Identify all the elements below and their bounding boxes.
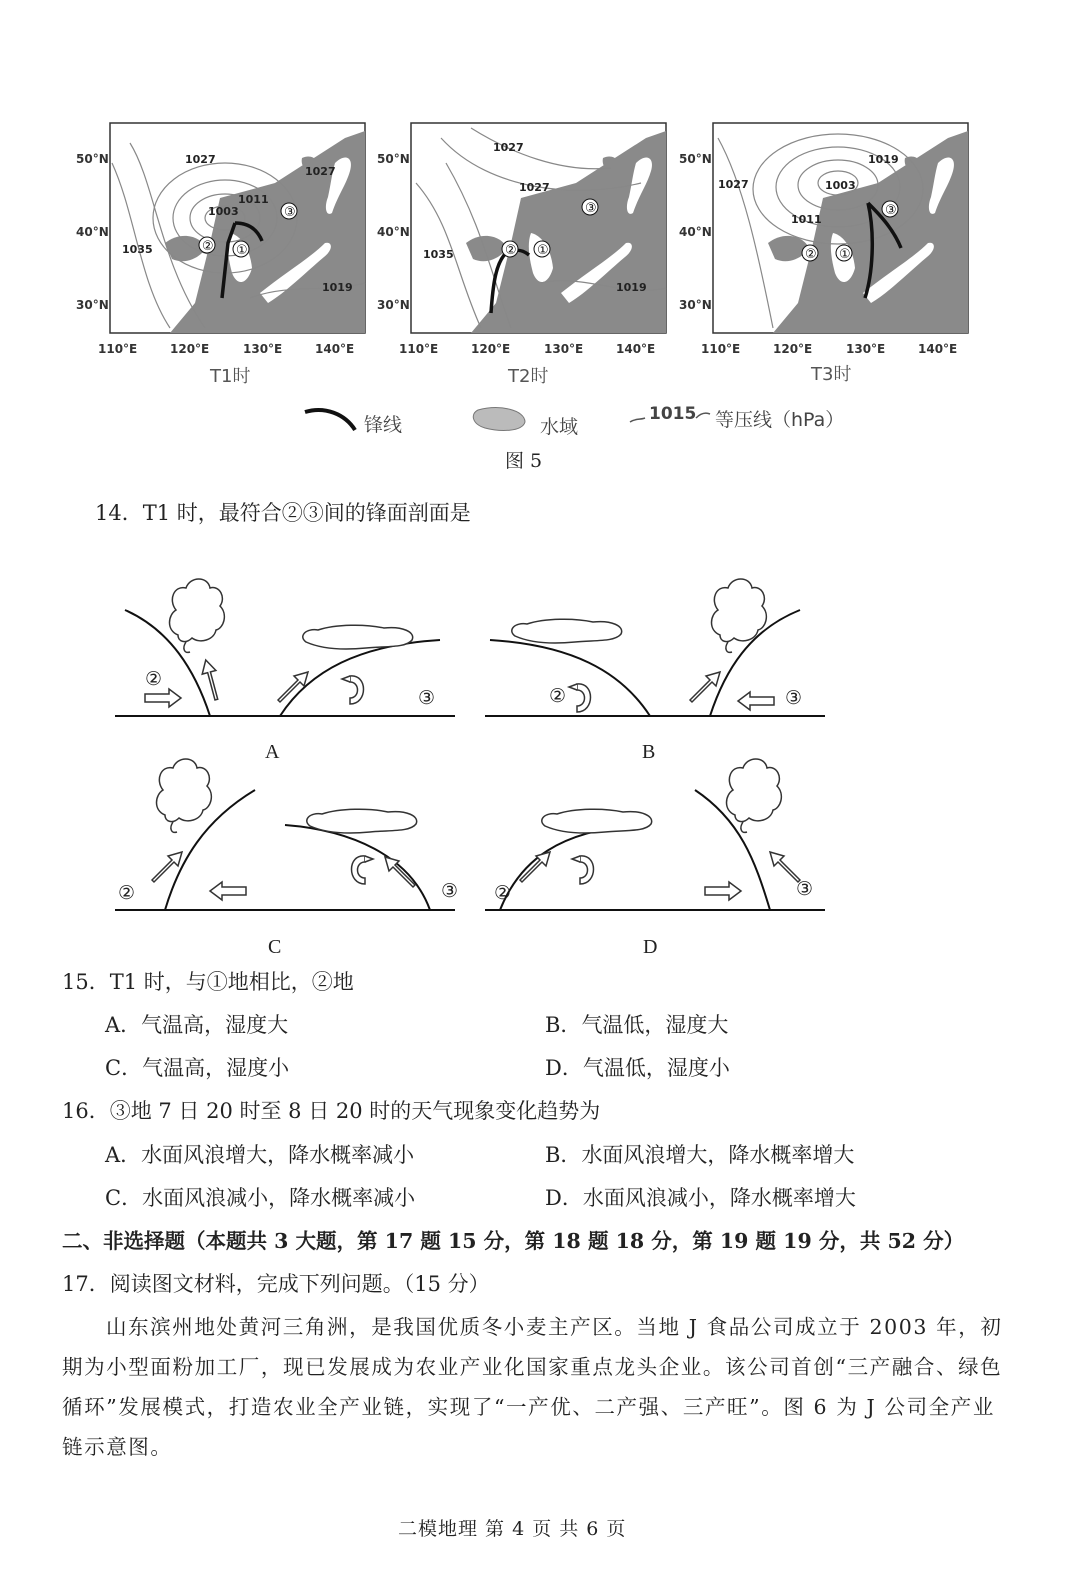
svg-text:①: ①: [236, 243, 248, 258]
q16-option-b[interactable]: B．水面风浪增大，降水概率增大: [545, 1143, 855, 1167]
map-title: T2时: [508, 366, 549, 387]
lat-label: 40°N: [679, 225, 712, 239]
point-label: ②: [549, 685, 567, 707]
q15-option-c[interactable]: C．气温高，湿度小: [105, 1056, 290, 1080]
lon-label: 140°E: [918, 342, 958, 356]
lat-label: 30°N: [679, 298, 712, 312]
lon-label: 110°E: [399, 342, 439, 356]
lon-label: 140°E: [315, 342, 355, 356]
svg-text:1035: 1035: [122, 243, 153, 256]
q15-option-d[interactable]: D．气温低，湿度小: [545, 1056, 730, 1080]
svg-text:③: ③: [585, 201, 597, 216]
lon-label: 110°E: [98, 342, 138, 356]
diagram-a: [115, 579, 455, 716]
diagram-c: [115, 759, 455, 910]
lon-label: 120°E: [170, 342, 210, 356]
diagram-label-b[interactable]: B: [642, 741, 656, 763]
lat-label: 30°N: [76, 298, 109, 312]
svg-text:1035: 1035: [423, 248, 454, 261]
q15-option-b[interactable]: B．气温低，湿度大: [545, 1013, 729, 1037]
svg-text:1027: 1027: [493, 141, 524, 154]
diagram-label-c[interactable]: C: [268, 936, 282, 958]
lat-label: 40°N: [76, 225, 109, 239]
lon-label: 120°E: [773, 342, 813, 356]
lat-label: 50°N: [679, 152, 712, 166]
svg-text:1003: 1003: [825, 179, 856, 192]
diagram-label-d[interactable]: D: [643, 936, 658, 958]
svg-text:1003: 1003: [208, 205, 239, 218]
svg-text:1027: 1027: [519, 181, 550, 194]
svg-text:②: ②: [805, 247, 817, 262]
lon-label: 140°E: [616, 342, 656, 356]
legend-isobar: 等压线（hPa）: [715, 409, 845, 431]
svg-text:②: ②: [202, 239, 214, 254]
section-heading: 二、非选择题（本题共 3 大题，第 17 题 15 分，第 18 题 18 分，第 19 题 19 分，共 52 分）: [62, 1229, 965, 1253]
svg-text:1019: 1019: [322, 281, 353, 294]
lat-label: 40°N: [377, 225, 410, 239]
lon-label: 130°E: [243, 342, 283, 356]
page-footer: 二模地理 第 4 页 共 6 页: [398, 1518, 627, 1540]
lat-label: 50°N: [76, 152, 109, 166]
map-title: T1时: [210, 366, 251, 387]
lon-label: 130°E: [544, 342, 584, 356]
q17-paragraph: 山东滨州地处黄河三角洲，是我国优质冬小麦主产区。当地 J 食品公司成立于 2003 年，初期为小型面粉加工厂，现已发展成为农业产业化国家重点龙头企业。该公司首创“三产融合、绿色循环”发展模式，打造农业全产业链，实现了“一产优、二产强、三产旺”。图 6 为 J 公司全产业链示意图。: [62, 1315, 1003, 1459]
point-label: ③: [785, 687, 803, 709]
q16-option-a[interactable]: A．水面风浪增大，降水概率减小: [105, 1143, 415, 1167]
svg-text:③: ③: [284, 205, 296, 220]
svg-text:③: ③: [885, 203, 897, 218]
lon-label: 130°E: [846, 342, 886, 356]
svg-text:①: ①: [537, 243, 549, 258]
lat-label: 30°N: [377, 298, 410, 312]
diagram-label-a[interactable]: A: [265, 741, 280, 763]
q17-stem: 17．阅读图文材料，完成下列问题。（15 分）: [62, 1272, 490, 1296]
svg-text:1011: 1011: [791, 213, 822, 226]
q16-stem: 16．③地 7 日 20 时至 8 日 20 时的天气现象变化趋势为: [62, 1099, 601, 1123]
svg-text:1027: 1027: [185, 153, 216, 166]
map-t2: [411, 123, 666, 333]
legend-isobar-value: 1015: [649, 404, 697, 424]
svg-text:1027: 1027: [718, 178, 749, 191]
map-title: T3时: [811, 364, 852, 385]
legend-water: 水域: [540, 416, 579, 438]
legend-front: 锋线: [364, 414, 403, 436]
diagram-d: [485, 759, 825, 910]
lon-label: 120°E: [471, 342, 511, 356]
point-label: ③: [796, 878, 814, 900]
lon-label: 110°E: [701, 342, 741, 356]
q16-option-d[interactable]: D．水面风浪减小，降水概率增大: [545, 1186, 856, 1210]
svg-text:①: ①: [839, 247, 851, 262]
q14-stem: 14．T1 时，最符合②③间的锋面剖面是: [95, 501, 471, 525]
diagram-b: [485, 579, 825, 716]
q14-diagrams: [110, 570, 840, 930]
point-label: ②: [118, 882, 136, 904]
point-label: ②: [145, 668, 163, 690]
point-label: ③: [418, 687, 436, 709]
q15-option-a[interactable]: A．气温高，湿度大: [105, 1013, 289, 1037]
svg-text:1011: 1011: [238, 193, 269, 206]
point-label: ②: [494, 882, 512, 904]
q16-option-c[interactable]: C．水面风浪减小，降水概率减小: [105, 1186, 416, 1210]
svg-text:1019: 1019: [868, 153, 899, 166]
figure-caption: 图 5: [505, 450, 543, 472]
map-t3: [713, 123, 968, 333]
svg-text:1019: 1019: [616, 281, 647, 294]
svg-text:1027: 1027: [305, 165, 336, 178]
lat-label: 50°N: [377, 152, 410, 166]
map-t1: [110, 123, 365, 333]
q15-stem: 15．T1 时，与①地相比，②地: [62, 970, 354, 994]
point-label: ③: [441, 880, 459, 902]
svg-text:②: ②: [505, 243, 517, 258]
